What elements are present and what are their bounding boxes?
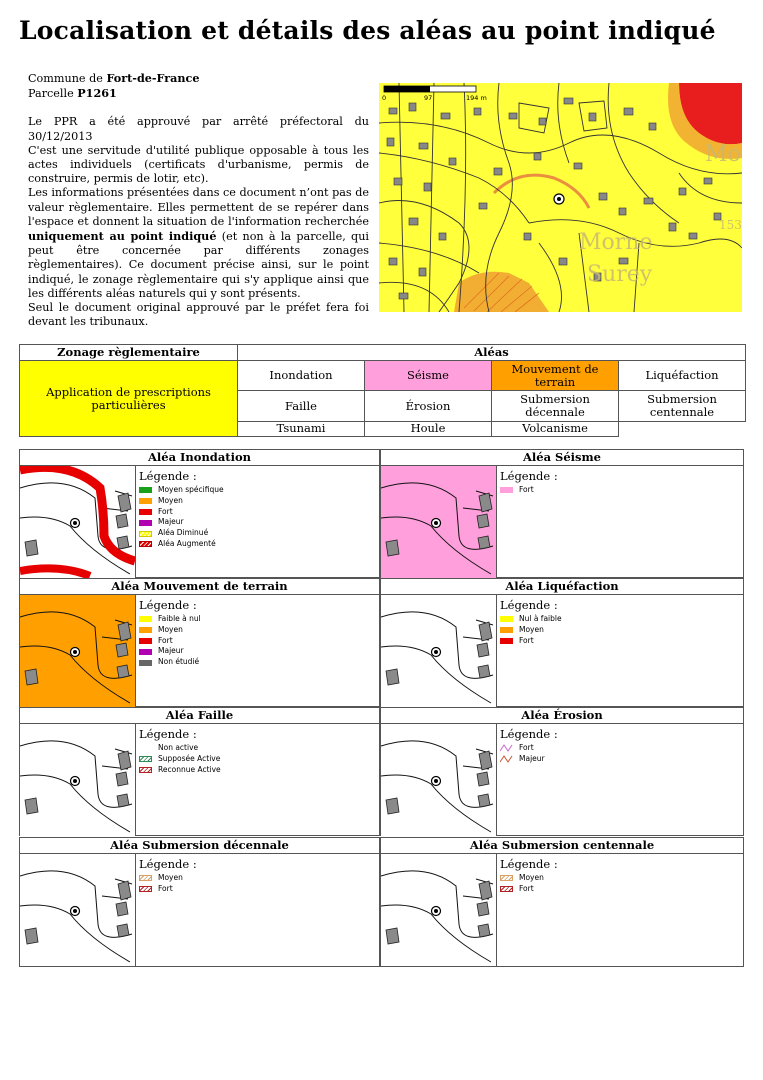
legend-label: Aléa Augmenté xyxy=(158,538,216,548)
legend-label: Aléa Diminué xyxy=(158,528,209,538)
legend-item xyxy=(139,625,201,636)
legend-label: Moyen xyxy=(519,624,544,634)
legend-swatch xyxy=(139,875,152,881)
panel-map xyxy=(381,854,497,966)
legend-swatch xyxy=(500,755,513,763)
parcelle-line: Parcelle P1261 xyxy=(28,86,117,101)
aleas-header: Aléas xyxy=(238,345,746,361)
aleas-grid xyxy=(19,449,744,967)
legend-item xyxy=(139,485,224,496)
panel-submersion-centennale xyxy=(380,837,744,967)
panel-map xyxy=(381,724,497,836)
panel-map xyxy=(20,466,136,578)
legend-swatch xyxy=(139,886,152,892)
panel-legend: Légende : Moyen spécifique Moyen Fort Majeur Aléa Diminué Aléa Augmenté xyxy=(139,469,224,548)
legend-label: Non étudié xyxy=(158,657,200,667)
legend-label: Fort xyxy=(158,506,173,516)
legend-swatch xyxy=(500,487,513,493)
legend-swatch xyxy=(139,638,152,644)
legend-swatch xyxy=(139,660,152,666)
legend-label: Fort xyxy=(158,883,173,893)
alea-tsunami: Tsunami xyxy=(238,421,365,436)
servitude-text: C'est une servitude d'utilité publique opposable à tous les actes individuels (certificats d'urbanisme, permis de construire, permis de lotir, etc). xyxy=(28,143,369,186)
legend-label: Fort xyxy=(519,485,534,494)
panel-title: Aléa Submersion décennale xyxy=(20,838,379,854)
legend-item xyxy=(139,754,221,765)
panel-legend: Légende : Fort Majeur xyxy=(500,727,558,763)
panel-mouvement-terrain xyxy=(19,578,380,707)
alea-volcanisme: Volcanisme xyxy=(492,421,619,436)
panel-map xyxy=(381,466,497,578)
legend-label: Moyen xyxy=(158,495,183,505)
legend-label: Moyen xyxy=(158,624,183,634)
legend-item xyxy=(139,507,224,518)
intro-text xyxy=(28,71,369,329)
svg-text:Mo: Mo xyxy=(705,142,741,167)
legend-swatch xyxy=(500,627,513,633)
legend-label: Moyen xyxy=(519,873,544,882)
legend-swatch xyxy=(139,745,152,751)
panel-title: Aléa Mouvement de terrain xyxy=(20,579,379,595)
panel-legend: Légende : Nul à faible Moyen Fort xyxy=(500,598,562,645)
legend-swatch xyxy=(139,649,152,655)
legend-label: Fort xyxy=(519,883,534,893)
panel-legend: Légende : Fort xyxy=(500,469,558,494)
legend-label: Supposée Active xyxy=(158,753,221,763)
legend-label: Majeur xyxy=(158,646,184,656)
legend-item xyxy=(500,614,562,625)
alea-houle: Houle xyxy=(365,421,492,436)
alea-submersion-decennale: Submersion décennale xyxy=(492,391,619,421)
alea-inondation: Inondation xyxy=(238,361,365,391)
zonage-table xyxy=(19,344,746,437)
panel-faille xyxy=(19,707,380,836)
legend-swatch xyxy=(139,487,152,493)
legend-item xyxy=(139,884,197,895)
legend-item xyxy=(500,485,558,496)
legend-item xyxy=(139,743,221,754)
panel-map xyxy=(20,595,136,707)
scale-194: 194 m xyxy=(466,94,487,102)
page-title: Localisation et détails des aléas au point indiqué xyxy=(19,16,716,45)
original-document-text: Seul le document original approuvé par le préfet fera foi devant les tribunaux. xyxy=(28,301,369,329)
panel-title: Aléa Submersion centennale xyxy=(381,838,743,854)
panel-title: Aléa Séisme xyxy=(381,450,743,466)
legend-item xyxy=(139,646,201,657)
legend-swatch xyxy=(139,616,152,622)
legend-label: Moyen spécifique xyxy=(158,485,224,494)
legend-label: Majeur xyxy=(519,753,545,763)
legend-item xyxy=(139,873,197,884)
legend-swatch xyxy=(139,520,152,526)
panel-liquefaction xyxy=(380,578,744,707)
legend-label: Faible à nul xyxy=(158,614,201,623)
panel-legend: Légende : Moyen Fort xyxy=(500,857,558,893)
panel-title: Aléa Liquéfaction xyxy=(381,579,743,595)
panel-seisme xyxy=(380,449,744,578)
legend-label: Reconnue Active xyxy=(158,764,221,774)
panel-map xyxy=(381,595,497,707)
alea-mouvement-terrain: Mouvement de terrain xyxy=(492,361,619,391)
panel-title: Aléa Faille xyxy=(20,708,379,724)
svg-text:Surey: Surey xyxy=(587,262,653,287)
panel-title: Aléa Inondation xyxy=(20,450,379,466)
panel-legend: Légende : Moyen Fort xyxy=(139,857,197,893)
legend-item xyxy=(139,496,224,507)
legend-swatch xyxy=(500,744,513,752)
legend-item xyxy=(500,873,558,884)
alea-erosion: Érosion xyxy=(365,391,492,421)
legend-item xyxy=(500,625,562,636)
legend-swatch xyxy=(139,756,152,762)
disclaimer-text: Les informations présentées dans ce document n’ont pas de valeur règlementaire. Elles permettent de se repérer dans l'espace et donnent la situation de l'information recherchée uniquement au point indiqué (et non à la parcelle, qui peut être concernée par différents zonages règlementaires). Ce document précise ainsi, sur le point indiqué, le zonage règlementaire qui s'y applique ainsi que les différents aléas naturels qui y sont présents. xyxy=(28,186,369,300)
panel-title: Aléa Érosion xyxy=(381,708,743,724)
alea-submersion-centennale: Submersion centennale xyxy=(619,391,746,421)
legend-label: Non active xyxy=(158,743,199,752)
legend-item xyxy=(139,614,201,625)
alea-seisme: Séisme xyxy=(365,361,492,391)
legend-swatch xyxy=(139,531,152,537)
commune-name: Fort-de-France xyxy=(106,71,200,85)
svg-text:153: 153 xyxy=(719,218,742,232)
svg-text:Morne: Morne xyxy=(579,230,653,255)
legend-item xyxy=(139,517,224,528)
legend-label: Majeur xyxy=(158,517,184,527)
legend-swatch xyxy=(139,627,152,633)
legend-swatch xyxy=(139,509,152,515)
zonage-prescription: Application de prescriptions particulières xyxy=(20,361,238,437)
legend-swatch xyxy=(500,875,513,881)
legend-item xyxy=(139,636,201,647)
panel-erosion xyxy=(380,707,744,836)
legend-swatch xyxy=(500,638,513,644)
panel-submersion-decennale xyxy=(19,837,380,967)
panel-map xyxy=(20,854,136,966)
ppr-approval-text: Le PPR a été approuvé par arrêté préfectoral du 30/12/2013 xyxy=(28,115,369,143)
legend-swatch xyxy=(500,616,513,622)
legend-item xyxy=(139,765,221,776)
scale-97: 97 xyxy=(424,94,433,102)
alea-faille: Faille xyxy=(238,391,365,421)
panel-legend: Légende : Non active Supposée Active Reconnue Active xyxy=(139,727,221,774)
legend-swatch xyxy=(139,498,152,504)
legend-item xyxy=(500,636,562,647)
legend-swatch xyxy=(139,767,152,773)
legend-item xyxy=(500,743,558,754)
legend-item xyxy=(139,528,224,539)
panel-inondation xyxy=(19,449,380,578)
commune-line: Commune de Fort-de-France xyxy=(28,71,200,85)
legend-swatch xyxy=(500,886,513,892)
alea-liquefaction: Liquéfaction xyxy=(619,361,746,391)
legend-item xyxy=(500,754,558,765)
legend-item xyxy=(500,884,558,895)
panel-map xyxy=(20,724,136,836)
legend-label: Moyen xyxy=(158,873,183,882)
legend-swatch xyxy=(139,541,152,547)
parcelle-id: P1261 xyxy=(77,86,117,101)
legend-item xyxy=(139,539,224,550)
legend-label: Fort xyxy=(519,743,534,752)
location-map xyxy=(379,83,742,312)
scale-0: 0 xyxy=(382,94,387,102)
legend-label: Nul à faible xyxy=(519,614,562,623)
panel-legend: Légende : Faible à nul Moyen Fort Majeur Non étudié xyxy=(139,598,201,667)
legend-label: Fort xyxy=(519,635,534,645)
zonage-header: Zonage règlementaire xyxy=(20,345,238,361)
legend-label: Fort xyxy=(158,635,173,645)
legend-item xyxy=(139,657,201,668)
